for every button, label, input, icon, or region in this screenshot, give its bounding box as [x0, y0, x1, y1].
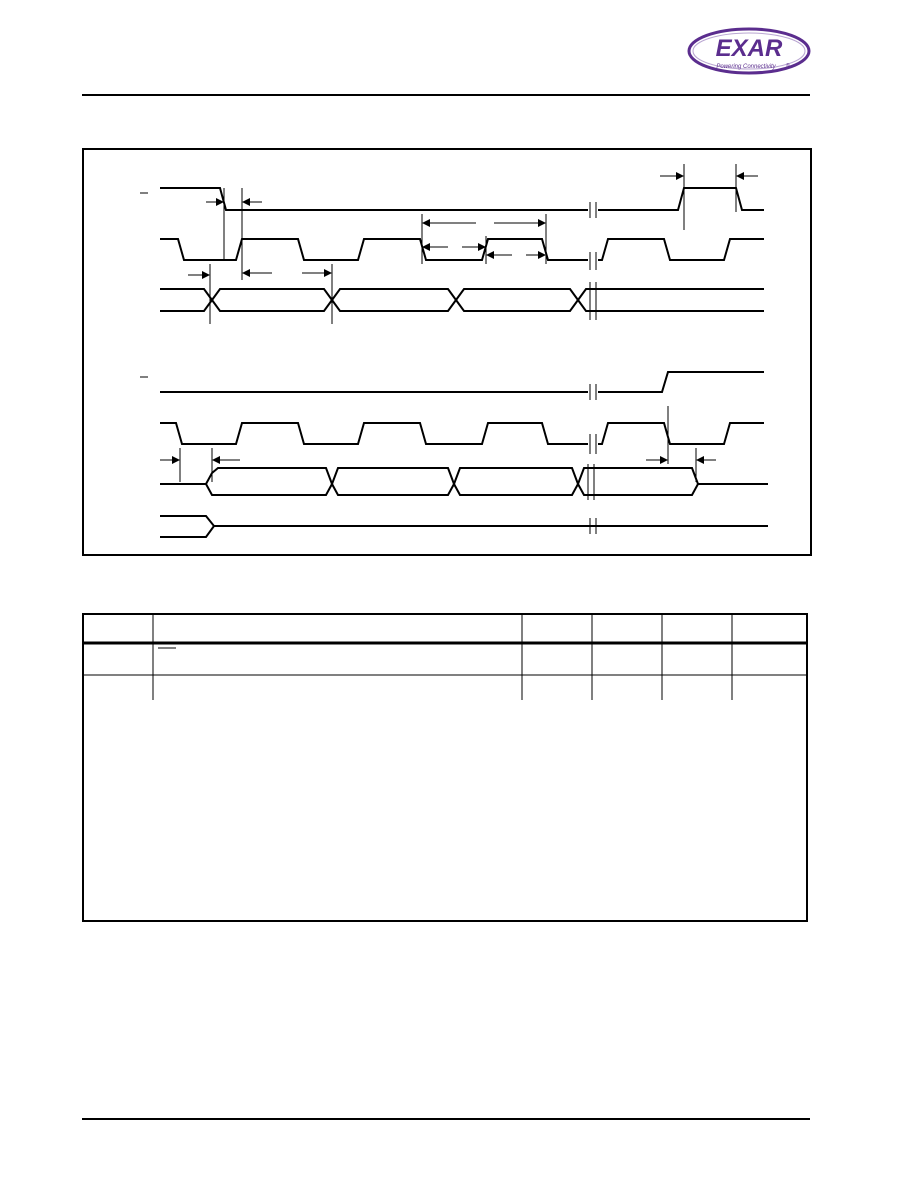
logo-trademark: ® [786, 63, 790, 69]
logo-tagline: Powering Connectivity [716, 64, 776, 70]
logo-wordmark: EXAR [715, 35, 783, 62]
footer-rule [82, 1118, 810, 1120]
timing-parameter-table [82, 613, 808, 922]
